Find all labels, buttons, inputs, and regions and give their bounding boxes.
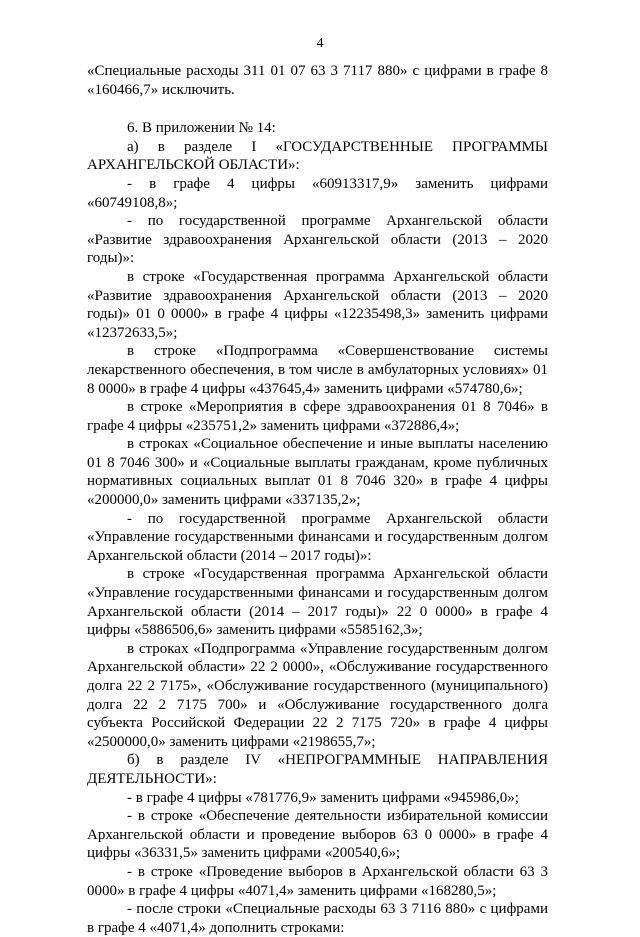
paragraph-section-iv: б) в разделе IV «НЕПРОГРАММНЫЕ НАПРАВЛЕНИЯ ДЕЯТЕЛЬНОСТИ»: [87, 752, 548, 787]
page-number: 4 [316, 36, 324, 51]
paragraph-drug-supply-subprogram: в строке «Подпрограмма «Совершенствование системы лекарственного обеспечения, в том числе в амбулаторных условиях» 01 8 0000» в графе 4 цифры «437645,4» заменить цифрами «574780,6»; [87, 343, 548, 397]
paragraph-finance-program: - по государственной программе Архангельской области «Управление государственными финансами и государственным долгом Архангельской области (2014 – 2017 годы)»: [87, 510, 548, 564]
document-body [87, 62, 548, 937]
paragraph-appendix-14-heading: 6. В приложении № 14: [127, 120, 276, 137]
paragraph-finance-program-line: в строке «Государственная программа Архангельской области «Управление государственными финансами и государственным долгом Архангельской области (2014 – 2017 годы)» 22 0 0000» в графе 4 цифры «5886506,6» заменить цифрами «5585162,3»; [87, 566, 548, 639]
paragraph-add-lines: - после строки «Специальные расходы 63 3 7116 880» с цифрами в графе 4 «4071,4» дополнить строками: [87, 901, 548, 936]
paragraph-special-expenses-exclusion: «Специальные расходы 311 01 07 63 3 7117 880» с цифрами в графе 8 «160466,7» исключить. [87, 63, 548, 98]
paragraph-debt-service: в строках «Подпрограмма «Управление государственным долгом Архангельской области» 22 2 0000», «Обслуживание государственного долга 22 2 7175», «Обслуживание государственного (муниципального) долга 22 2 7175 700» и «Обслуживание государственного долга субъекта Российской Федерации 22 2 7175 720» в графе 4 цифры «2500000,0» заменить цифрами «2198655,7»; [87, 640, 548, 750]
paragraph-section-iv-total: - в графе 4 цифры «781776,9» заменить цифрами «945986,0»; [127, 789, 519, 806]
paragraph-healthcare-program: - по государственной программе Архангельской области «Развитие здравоохранения Архангельской области (2013 – 2020 годы)»: [87, 213, 548, 267]
paragraph-section-i: а) в разделе I «ГОСУДАРСТВЕННЫЕ ПРОГРАММЫ АРХАНГЕЛЬСКОЙ ОБЛАСТИ»: [87, 138, 548, 174]
paragraph-section-i-total: - в графе 4 цифры «60913317,9» заменить цифрами «60749108,8»; [87, 175, 548, 211]
paragraph-healthcare-measures: в строке «Мероприятия в сфере здравоохранения 01 8 7046» в графе 4 цифры «235751,2» заменить цифрами «372886,4»; [87, 399, 548, 434]
paragraph-election-commission: - в строке «Обеспечение деятельности избирательной комиссии Архангельской области и проведение выборов 63 0 0000» в графе 4 цифры «36331,5» заменить цифрами «200540,6»; [87, 808, 548, 862]
paragraph-elections: - в строке «Проведение выборов в Архангельской области 63 3 0000» в графе 4 цифры «4071,4» заменить цифрами «168280,5»; [87, 863, 548, 899]
paragraph-healthcare-program-line: в строке «Государственная программа Архангельской области «Развитие здравоохранения Архангельской области (2013 – 2020 годы)» 01 0 0000» в графе 4 цифры «12235498,3» заменить цифрами «12372633,5»; [87, 268, 548, 341]
paragraph-social-payments: в строках «Социальное обеспечение и иные выплаты населению 01 8 7046 300» и «Социальные выплаты гражданам, кроме публичных нормативных социальных выплат 01 8 7046 320» в графе 4 цифры «200000,0» заменить цифрами «337135,2»; [87, 436, 548, 509]
